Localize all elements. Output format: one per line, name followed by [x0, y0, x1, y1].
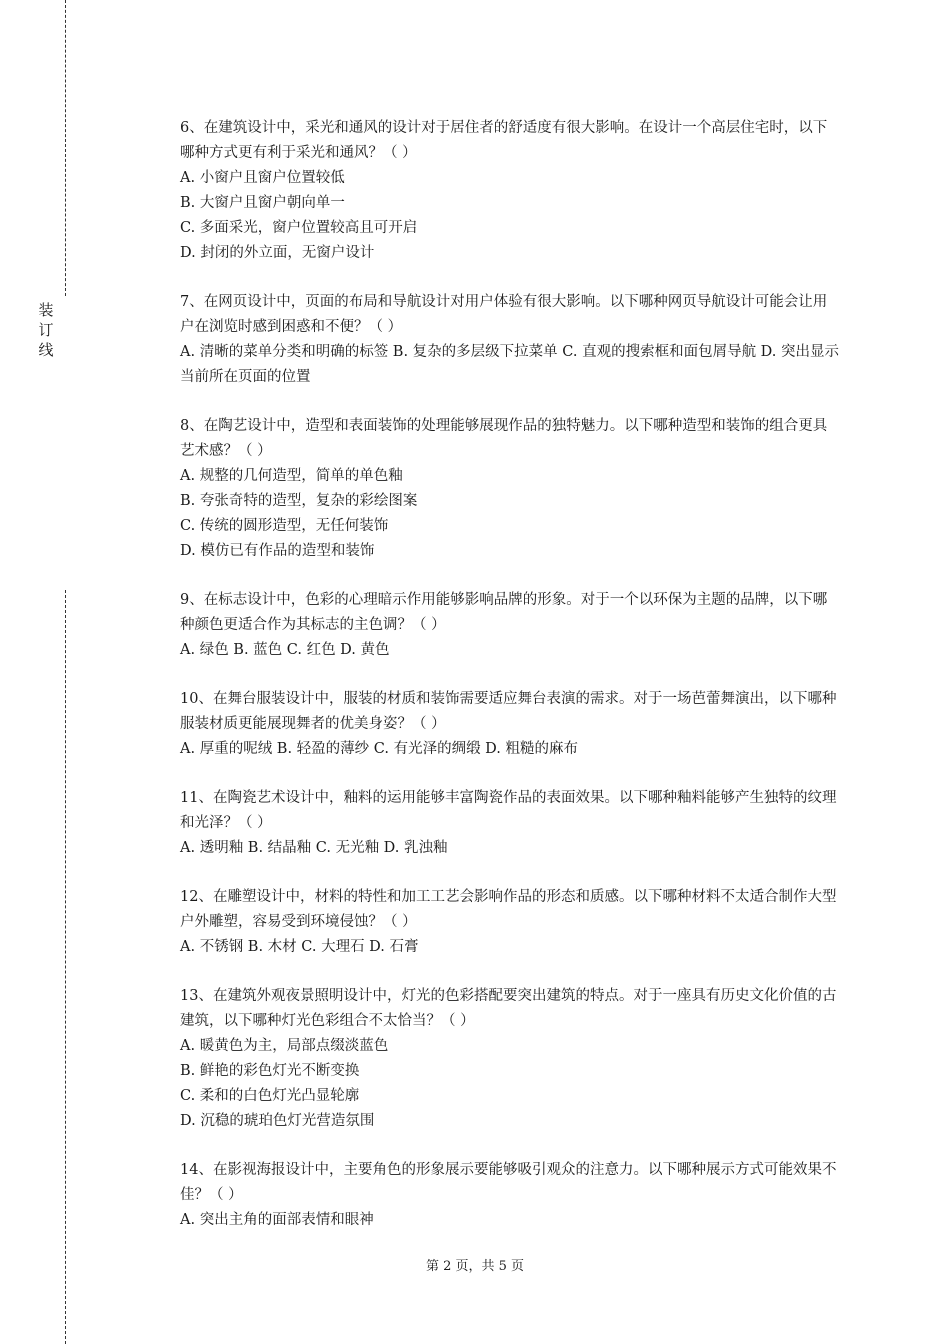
option-d: D. 模仿已有作品的造型和装饰 — [180, 543, 375, 559]
option-c: C. 柔和的白色灯光凸显轮廓 — [180, 1088, 360, 1104]
option-c: C. 传统的圆形造型，无任何装饰 — [180, 518, 389, 534]
option-a: A. 暖黄色为主，局部点缀淡蓝色 — [180, 1038, 389, 1054]
question-text: 7、在网页设计中，页面的布局和导航设计对用户体验有很大影响。以下哪种网页导航设计可能会让用户在浏览时感到困惑和不便？（ ） — [180, 294, 828, 335]
question-14 — [180, 1158, 840, 1233]
question-text: 14、在影视海报设计中，主要角色的形象展示要能够吸引观众的注意力。以下哪种展示方式可能效果不佳？（ ） — [180, 1162, 837, 1203]
question-text: 13、在建筑外观夜景照明设计中，灯光的色彩搭配要突出建筑的特点。对于一座具有历史文化价值的古建筑，以下哪种灯光色彩组合不太恰当？（ ） — [180, 988, 837, 1029]
binding-label: 装订线 — [38, 301, 54, 359]
option-b: B. 夸张奇特的造型，复杂的彩绘图案 — [180, 493, 418, 509]
options-inline: A. 清晰的菜单分类和明确的标签 B. 复杂的多层级下拉菜单 C. 直观的搜索框和面包屑导航 D. 突出显示当前所在页面的位置 — [180, 344, 840, 385]
option-c: C. 多面采光，窗户位置较高且可开启 — [180, 220, 418, 236]
options-inline: A. 厚重的呢绒 B. 轻盈的薄纱 C. 有光泽的绸缎 D. 粗糙的麻布 — [180, 741, 579, 757]
option-d: D. 封闭的外立面，无窗户设计 — [180, 245, 375, 261]
question-text: 8、在陶艺设计中，造型和表面装饰的处理能够展现作品的独特魅力。以下哪种造型和装饰的组合更具艺术感？（ ） — [180, 418, 828, 459]
question-text: 12、在雕塑设计中，材料的特性和加工工艺会影响作品的形态和质感。以下哪种材料不太适合制作大型户外雕塑，容易受到环境侵蚀？（ ） — [180, 889, 837, 930]
binding-line-bottom — [65, 590, 66, 1344]
option-b: B. 鲜艳的彩色灯光不断变换 — [180, 1063, 360, 1079]
question-list — [180, 116, 840, 1257]
options-inline: A. 透明釉 B. 结晶釉 C. 无光釉 D. 乳浊釉 — [180, 840, 448, 856]
binding-line-top — [65, 0, 66, 296]
question-text: 11、在陶瓷艺术设计中，釉料的运用能够丰富陶瓷作品的表面效果。以下哪种釉料能够产生独特的纹理和光泽？（ ） — [180, 790, 837, 831]
option-a: A. 突出主角的面部表情和眼神 — [180, 1212, 374, 1228]
options-inline: A. 绿色 B. 蓝色 C. 红色 D. 黄色 — [180, 642, 390, 658]
question-10 — [180, 687, 840, 762]
page-footer: 第 2 页，共 5 页 — [425, 1259, 525, 1274]
question-text: 10、在舞台服装设计中，服装的材质和装饰需要适应舞台表演的需求。对于一场芭蕾舞演出，以下哪种服装材质更能展现舞者的优美身姿？（ ） — [180, 691, 837, 732]
option-a: A. 小窗户且窗户位置较低 — [180, 170, 345, 186]
option-d: D. 沉稳的琥珀色灯光营造氛围 — [180, 1113, 375, 1129]
question-13 — [180, 984, 840, 1134]
question-text: 9、在标志设计中，色彩的心理暗示作用能够影响品牌的形象。对于一个以环保为主题的品牌，以下哪种颜色更适合作为其标志的主色调？（ ） — [180, 592, 828, 633]
question-9 — [180, 588, 840, 663]
question-11 — [180, 786, 840, 861]
question-8 — [180, 414, 840, 564]
question-12 — [180, 885, 840, 960]
option-b: B. 大窗户且窗户朝向单一 — [180, 195, 345, 211]
options-inline: A. 不锈钢 B. 木材 C. 大理石 D. 石膏 — [180, 939, 419, 955]
question-text: 6、在建筑设计中，采光和通风的设计对于居住者的舒适度有很大影响。在设计一个高层住宅时，以下哪种方式更有利于采光和通风？（ ） — [180, 120, 828, 161]
option-a: A. 规整的几何造型，简单的单色釉 — [180, 468, 403, 484]
question-7 — [180, 290, 840, 390]
question-6 — [180, 116, 840, 266]
